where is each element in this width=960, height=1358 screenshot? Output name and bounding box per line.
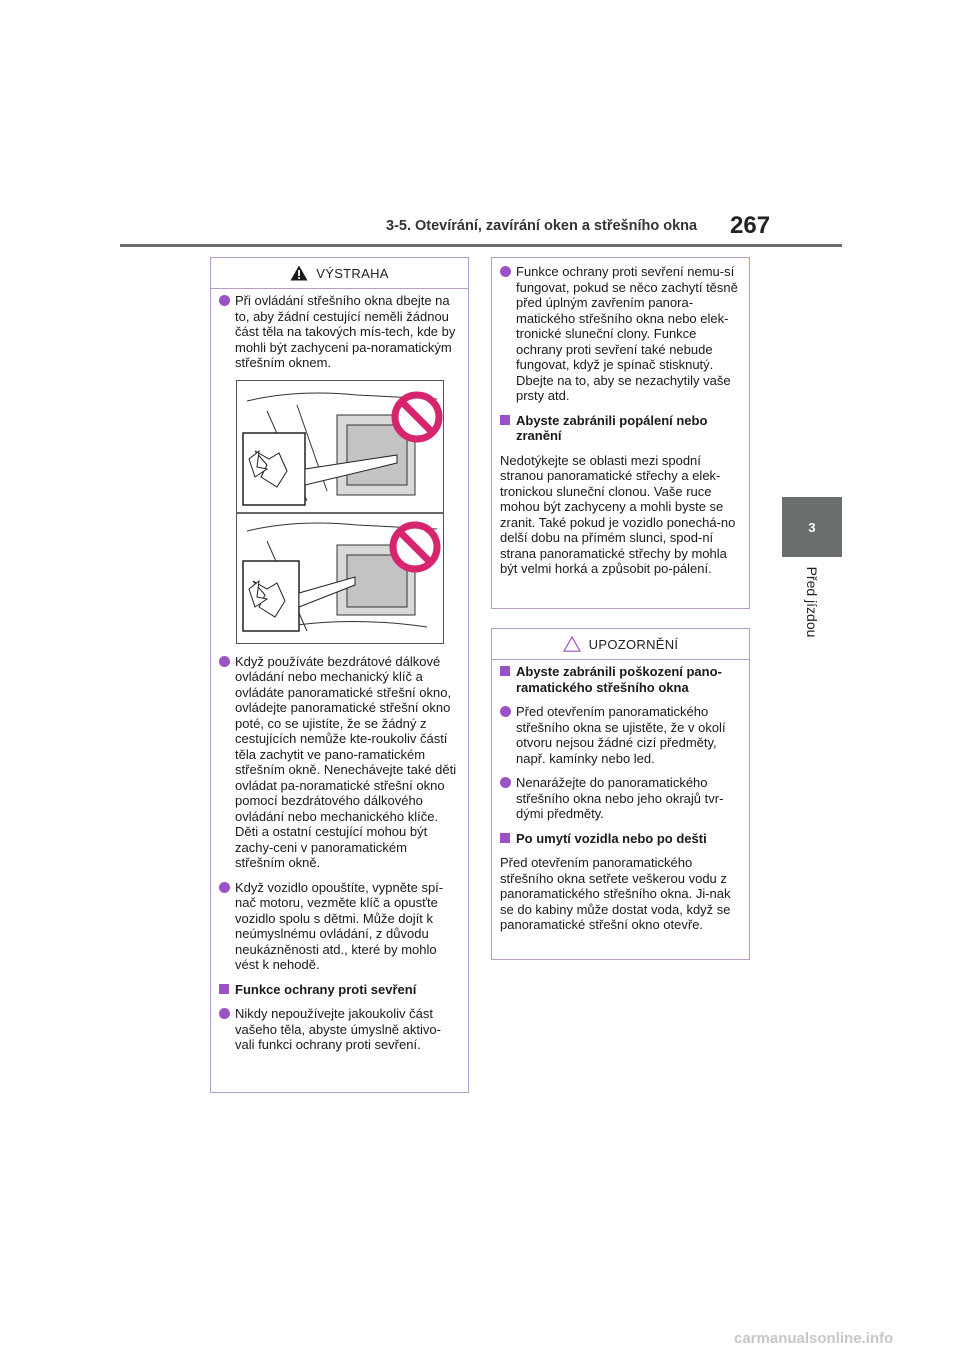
bullet-dot-icon <box>219 656 230 667</box>
warning-item <box>219 293 460 371</box>
bullet-square-icon <box>500 833 510 843</box>
bullet-dot-icon <box>219 882 230 893</box>
warning-triangle-icon <box>290 265 308 281</box>
notice-subheading-text: Abyste zabránili poškození pano-ramatického střešního okna <box>516 664 722 695</box>
warning-item-text: Nikdy nepoužívejte jakoukoliv část vašeho těla, abyste úmyslně aktivo-vali funkci ochrany proti sevření. <box>235 1006 441 1052</box>
warning-item <box>500 264 741 404</box>
notice-subheading <box>500 664 741 695</box>
warning-subheading <box>219 982 460 998</box>
header-rule <box>120 244 842 247</box>
bullet-square-icon <box>500 415 510 425</box>
bullet-dot-icon <box>500 777 511 788</box>
warning-item <box>219 880 460 973</box>
sunroof-pinch-illustration <box>236 380 444 644</box>
notice-box <box>491 628 750 960</box>
warning-box-continued <box>491 257 750 609</box>
bullet-dot-icon <box>500 266 511 277</box>
warning-box-body <box>211 289 468 1068</box>
caution-triangle-icon <box>563 636 581 652</box>
warning-subheading-text: Funkce ochrany proti sevření <box>235 981 417 997</box>
warning-box-header <box>211 258 468 289</box>
notice-item <box>500 775 741 822</box>
notice-box-header <box>492 629 749 660</box>
warning-box-continued-body <box>492 258 749 592</box>
prohibition-icon <box>393 525 437 569</box>
warning-item <box>219 1006 460 1053</box>
bullet-square-icon <box>500 666 510 676</box>
bullet-dot-icon <box>219 1008 230 1019</box>
header-title: 3-5. Otevírání, zavírání oken a střešního okna <box>386 218 698 234</box>
notice-item <box>500 704 741 766</box>
bullet-dot-icon <box>500 706 511 717</box>
notice-paragraph: Před otevřením panoramatického střešního okna setřete veškerou vodu z panoramatického střešního okna. Ji-nak se do kabiny může dostat voda, když se panoramatické střešní okno otevře. <box>500 855 731 932</box>
warning-paragraph: Nedotýkejte se oblasti mezi spodní stranou panoramatické střechy a elek-tronickou sluneční clonou. Vaše ruce mohou být zachyceny a mohli byste se zranit. Také pokud je vozidlo ponechá-no delší dobu na přímém slunci, spod-ní strana panoramatické střechy by mohla být velmi horká a způsobit po-pálení. <box>500 452 736 576</box>
notice-item-text: Před otevřením panoramatického střešního okna se ujistěte, že v okolí otvoru nejsou žádné cizí předměty, např. kamínky nebo led. <box>516 704 726 766</box>
chapter-label: Před jízdou <box>804 566 820 638</box>
bullet-square-icon <box>219 984 229 994</box>
notice-box-body <box>492 660 749 948</box>
warning-item <box>219 654 460 871</box>
warning-item-text: Když používáte bezdrátové dálkové ovládání nebo mechanický klíč a ovládáte panoramatické střešní okno, ovládejte panoramatické střešní okno poté, co se ujistíte, že se žádný z cestujících nemůže kte-roukoliv částí těla zachytit ve pano-ramatickém střešním okně. Nenechávejte také děti ovládat pa-noramatické střešní okno pomocí bezdrátového dálkového ovládání nebo mechanického klíče. Děti a ostatní cestující mohou být zachy-ceni v panoramatickém střešním okně. <box>235 653 457 870</box>
page-number: 267 <box>730 212 771 239</box>
notice-subheading-text: Po umytí vozidla nebo po dešti <box>516 830 707 846</box>
warning-item-text: Funkce ochrany proti sevření nemu-sí fungovat, pokud se něco zachytí těsně před úplným zavřením panora-matického střešního okna nebo elek-tronické sluneční clony. Funkce ochrany proti sevření také nebude fungovat, když je spínač stisknutý. Dbejte na to, aby se nezachytily vaše prsty atd. <box>516 264 738 403</box>
warning-subheading <box>500 413 741 444</box>
bullet-dot-icon <box>219 295 230 306</box>
notice-subheading <box>500 831 741 847</box>
warning-box <box>210 257 469 1093</box>
notice-title: UPOZORNĚNÍ <box>588 636 679 652</box>
notice-item-text: Nenarážejte do panoramatického střešního okna nebo jeho okrajů tvr-dými předměty. <box>516 775 724 821</box>
chapter-tab <box>782 497 842 557</box>
warning-subheading-text: Abyste zabránili popálení nebo zranění <box>516 412 708 443</box>
warning-item-text: Při ovládání střešního okna dbejte na to, aby žádní cestující neměli žádnou část těla na takových mís-tech, kde by mohli být zachyceni pa-noramatickým střešním oknem. <box>235 293 456 370</box>
prohibition-icon <box>395 395 439 439</box>
chapter-number: 3 <box>808 519 816 535</box>
warning-item-text: Když vozidlo opouštíte, vypněte spí-nač motoru, vezměte klíč a opusťte vozidlo spolu s dětmi. Může dojít k neúmyslnému ovládání, z důvodu neukázněnosti atd., které by mohlo vést k nehodě. <box>235 879 444 972</box>
watermark: carmanualsonline.info <box>734 1330 894 1347</box>
warning-title: VÝSTRAHA <box>316 265 389 281</box>
